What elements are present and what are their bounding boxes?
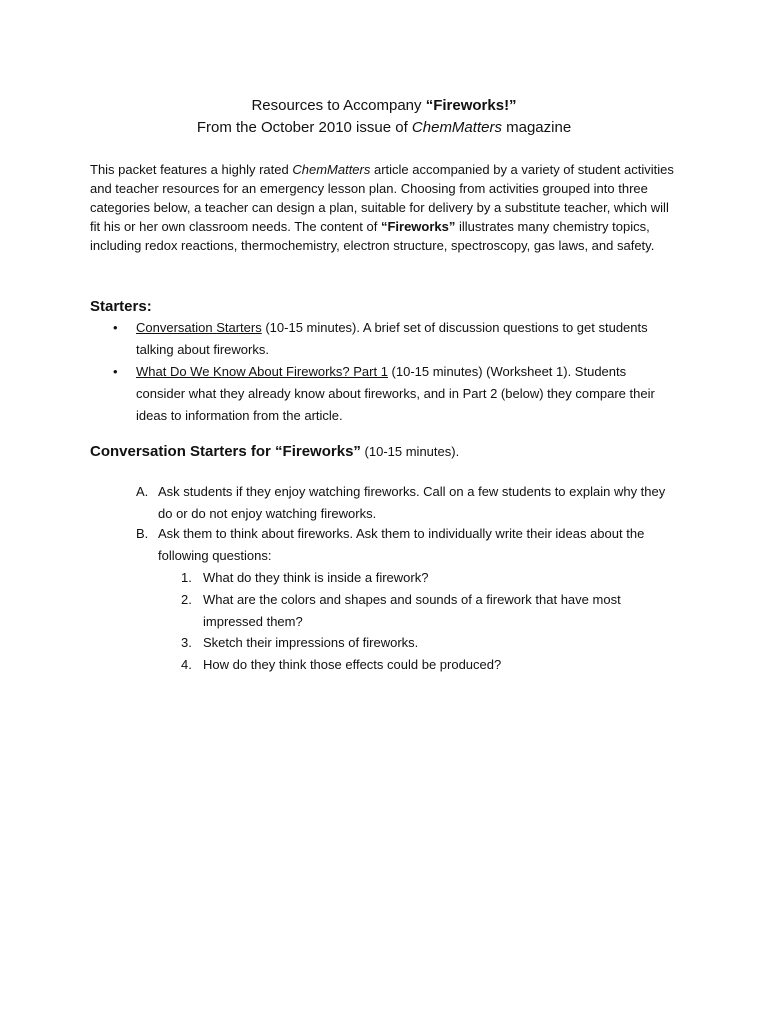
starter-item-what-do-we-know: [136, 361, 676, 427]
conversation-duration: (10-15 minutes).: [360, 444, 460, 459]
intro-part-3: illustrates many chemistry topics, including redox reactions, thermochemistry, electron structure, spectroscopy, gas laws, and safety.: [90, 219, 655, 253]
what-do-we-know-link[interactable]: What Do We Know About Fireworks? Part 1: [136, 364, 388, 379]
sublist-item: Sketch their impressions of fireworks.: [203, 635, 419, 650]
starter-item-text: (10-15 minutes) (Worksheet 1). Students consider what they already know about fireworks, and in Part 2 (below) they compare their ideas to information from the article.: [136, 364, 655, 423]
intro-part-1: This packet features a highly rated: [90, 162, 293, 177]
starters-heading: Starters:: [90, 298, 152, 315]
bullet-glyph: •: [113, 320, 118, 335]
list-marker: B.: [136, 526, 149, 541]
intro-magazine-name: ChemMatters: [292, 162, 371, 177]
sublist-marker: 4.: [181, 657, 192, 672]
bullet-glyph: •: [113, 364, 118, 379]
intro-paragraph: [90, 160, 680, 255]
list-marker: A.: [136, 484, 149, 499]
list-item: Ask them to think about fireworks. Ask them to individually write their ideas about the following questions:: [158, 526, 645, 563]
subtitle-magazine: ChemMatters: [411, 119, 502, 136]
conversation-starters-link[interactable]: Conversation Starters: [136, 320, 262, 335]
subtitle-suffix: magazine: [501, 119, 572, 136]
conversation-heading: [90, 441, 459, 463]
title-prefix: Resources to Accompany: [251, 97, 426, 114]
sublist-item: How do they think those effects could be produced?: [203, 657, 502, 672]
sublist-marker: 2.: [181, 592, 192, 607]
intro-article-name: “Fireworks”: [380, 219, 456, 234]
sublist-marker: 1.: [181, 570, 192, 585]
document-subtitle: [0, 117, 768, 139]
title-article-name: “Fireworks!”: [425, 97, 517, 114]
list-item: Ask students if they enjoy watching fireworks. Call on a few students to explain why they do or do not enjoy watching fireworks.: [158, 484, 666, 521]
sublist-item: What do they think is inside a firework?: [203, 570, 429, 585]
document-title: [0, 95, 768, 117]
subtitle-prefix: From the October 2010 issue of: [196, 119, 412, 136]
sublist-item: What are the colors and shapes and sounds of a firework that have most impressed them?: [203, 592, 621, 629]
starter-item-text: (10-15 minutes). A brief set of discussion questions to get students talking about fireworks.: [136, 320, 648, 357]
intro-part-2: article accompanied by a variety of student activities and teacher resources for an emergency lesson plan. Choosing from activities grouped into three categories below, a teacher can design a plan, suitable for delivery by a substitute teacher, which will fit his or her own classroom needs. The content of: [90, 162, 674, 234]
starter-item-conversation: [136, 317, 676, 361]
conversation-heading-title: Conversation Starters for “Fireworks”: [90, 443, 361, 460]
sublist-marker: 3.: [181, 635, 192, 650]
